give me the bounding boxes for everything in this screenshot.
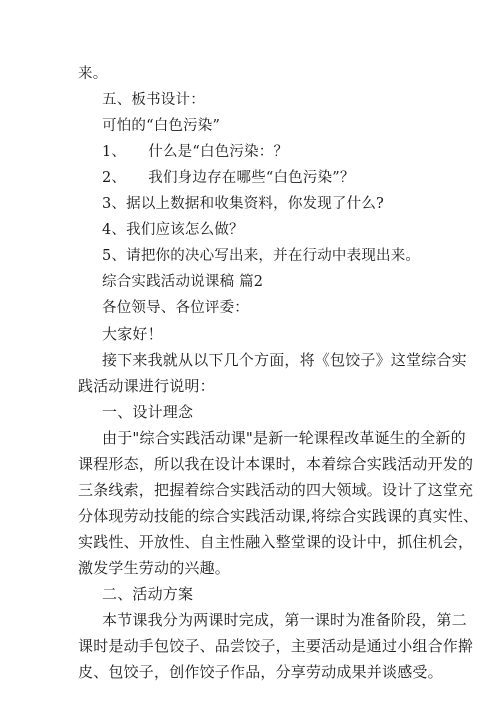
board-item-2: 2、 我们身边存在哪些“白色污染”？ xyxy=(102,170,355,186)
board-item-4: 4、我们应该怎么做？ xyxy=(102,222,244,238)
plan-line-1: 本节课我分为两课时完成，第一课时为准备阶段，第二 xyxy=(102,611,467,629)
board-item-3: 3、据以上数据和收集资料，你发现了什么? xyxy=(102,196,384,212)
plan-line-3: 皮、包饺子，创作饺子作品，分享劳动成果并谈感受。 xyxy=(78,663,443,681)
section-heading-board-design: 五、板书设计： xyxy=(102,92,205,108)
concept-line-4: 分体现劳动技能的综合实践活动课,将综合实践课的真实性、 xyxy=(78,507,479,525)
greeting-leaders: 各位领导、各位评委： xyxy=(102,300,249,316)
concept-line-2: 课程形态，所以我在设计本课时，本着综合实践活动开发的 xyxy=(78,455,474,473)
concept-line-1: 由于"综合实践活动课"是新一轮课程改革诞生的全新的 xyxy=(102,429,466,447)
board-title: 可怕的“白色污染” xyxy=(102,118,221,134)
section-heading-activity-plan: 二、活动方案 xyxy=(102,585,194,603)
intro-line-1: 接下来我就从以下几个方面，将《包饺子》这堂综合实 xyxy=(102,351,467,369)
article-title: 综合实践活动说课稿 篇2 xyxy=(102,274,264,290)
greeting-everyone: 大家好！ xyxy=(102,325,163,343)
concept-line-5: 实践性、开放性、自主性融入整堂课的设计中，抓住机会， xyxy=(78,533,474,551)
concept-line-6: 激发学生劳动的兴趣。 xyxy=(78,559,231,577)
section-heading-design-concept: 一、设计理念 xyxy=(102,403,194,421)
intro-line-2: 践活动课进行说明： xyxy=(78,377,215,395)
board-item-1: 1、 什么是“白色污染：？ xyxy=(102,144,289,160)
board-item-5: 5、请把你的决心写出来，并在行动中表现出来。 xyxy=(102,248,421,264)
plan-line-2: 课时是动手包饺子、品尝饺子，主要活动是通过小组合作擀 xyxy=(78,637,474,655)
concept-line-3: 三条线索，把握着综合实践活动的四大领域。设计了这堂充 xyxy=(78,481,474,499)
text-line-continuation: 来。 xyxy=(78,66,108,82)
